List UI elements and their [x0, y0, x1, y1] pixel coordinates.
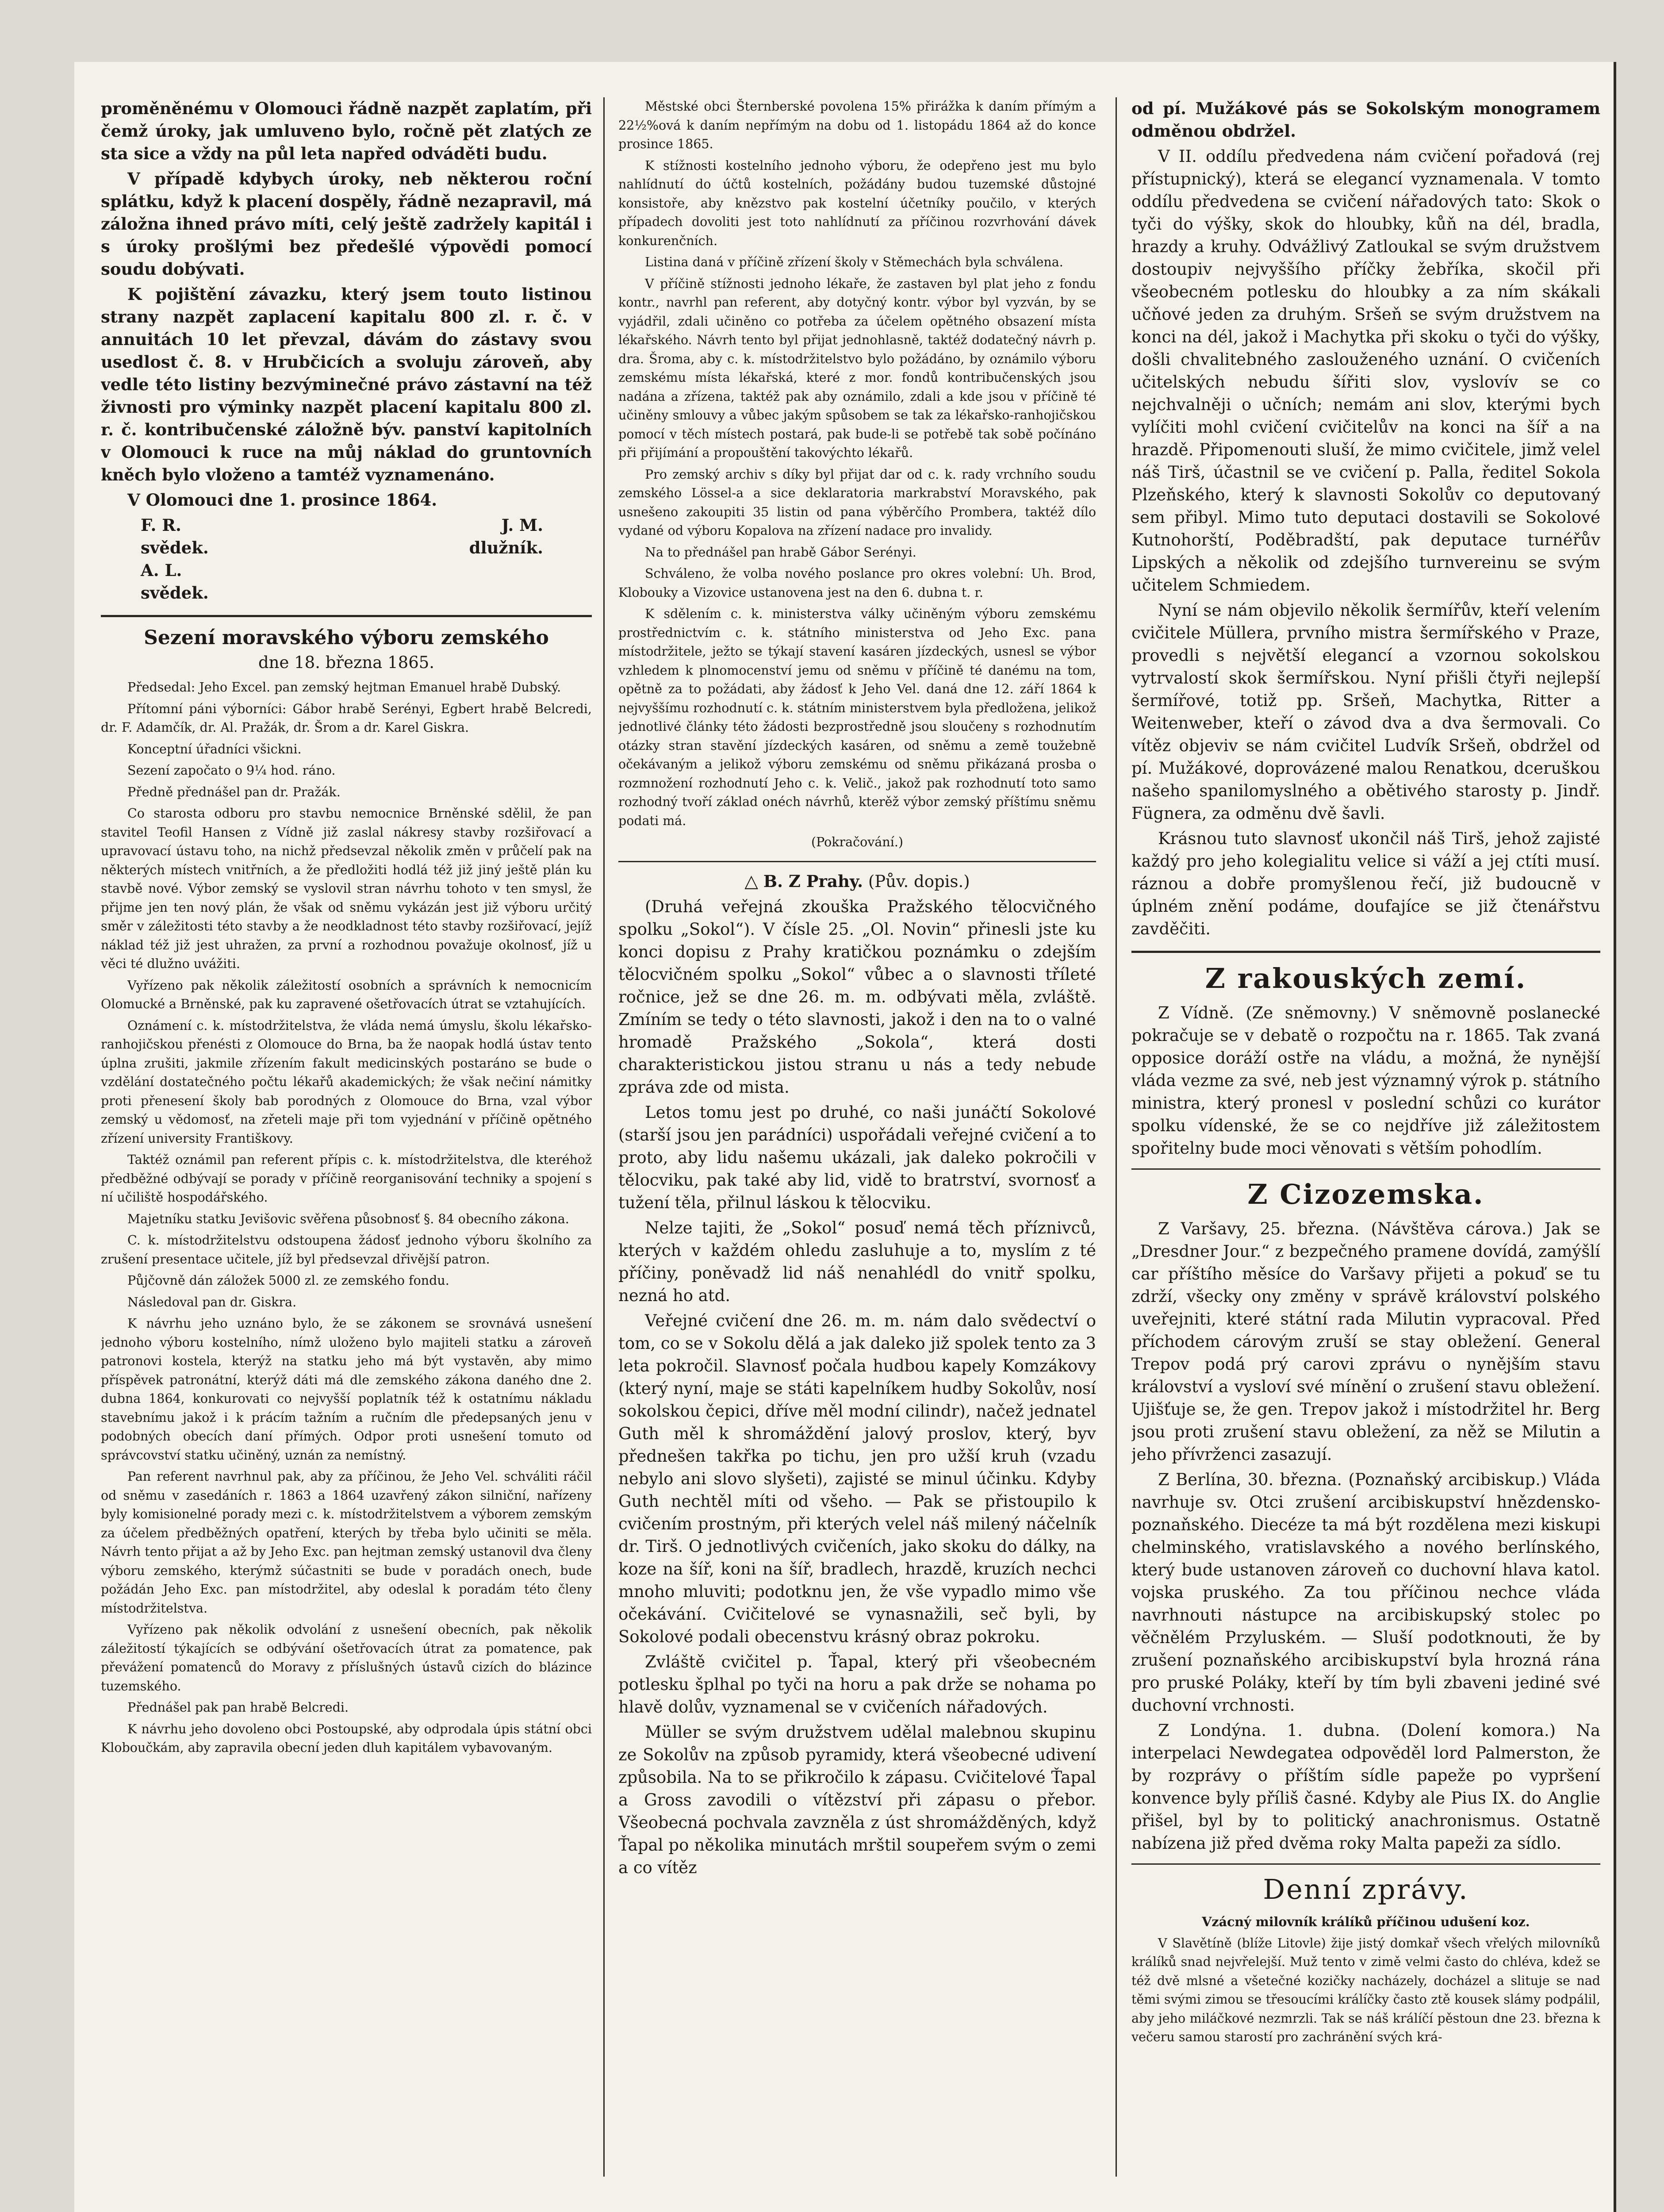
- column-2: [618, 97, 1096, 2203]
- paragraph: K sdělením c. k. ministerstva války učiněným výboru zemskému prostřednictvím c. k. státního ministerstva od Jeho Exc. pana místodržitele, ježto se týkají stavení kasáren jízdeckých, usnesl se výbor vzhledem k plnomocenství jemu od sněmu v příčině té danému na tom, opětně za to požádati, aby žádosť k Jeho Vel. daná dne 12. září 1864 k nejvyššímu rozhodnutí c. k. státním ministerstvem byla předložena, jelikož jednotlivé články této žádosti bezprostředně jsou sloučeny s rozhodnutím otázky stran stavění jízdeckých kasáren, od sněmu a země toužebně očekávaným a jelikož výboru zemskému od sněmu přikázaná prosba o rozmnožení rozhodnutí Jeho c. k. Velič., jakož pak rozhodnutí toto samo rozhodný tvoří základ onéch návrhů, kterěž výbor zemský příštímu sněmu podati má.: [618, 607, 1096, 828]
- paragraph: od pí. Mužákové pás se Sokolským monogramem odměnou obdržel.: [1131, 99, 1600, 141]
- paragraph: K návrhu jeho uznáno bylo, že se zákonem se srovnává usnešení jednoho výboru kostelního, nímž uloženo bylo majiteli statku a zároveň patronovi kostela, kterýž na statku jeho má být vystavěn, aby mimo příspěvek patronátní, kterýž dáti má dle zemského zákona daného dne 2. dubna 1864, konkurovati co nejvyšší poplatník též k ostatnímu nákladu stavebnímu jakož i k prácím tažním a ručním dle předepsaných jenu v podobných obecích daní přímých. Odpor proti usnešení tomuto od správcovství statku učiněný, uznán za nemístný.: [101, 1316, 592, 1463]
- article-subheading: (Pův. dopis.): [868, 872, 970, 891]
- paragraph: Müller se svým družstvem udělal malebnou skupinu ze Sokolův na způsob pyramidy, která všeobecné udivení způsobila. Na to se přikročilo k zápasu. Cvičitelové Ťapal a Gross zavodili o vítězství při zápasu o přebor. Všeobecná pochvala zavzněla z úst shromážděných, když Ťapal po několika minutách mrštil soupeřem svým o zemi a co vítěz: [618, 1722, 1096, 1877]
- session-report: [101, 678, 592, 1758]
- paragraph: Krásnou tuto slavnosť ukončil náš Tirš, jehož zajisté každý pro jeho kolegialitu velice si váží a jej ctíti musí. ráznou a dobře promyšlenou řečí, již budoucně v úplném znění podáme, doufajíce se již čtenářstvu zavděčiti.: [1131, 829, 1600, 938]
- paragraph: Taktéž oznámil pan referent přípis c. k. místodržitelstva, dle kteréhož předběžné odbývají se porady v příčině reorganisování techniky a spojení s ní učiliště hospodářského.: [101, 1152, 592, 1205]
- paragraph: proměněnému v Olomouci řádně nazpět zaplatím, při čemž úroky, jak umluveno bylo, ročně pět zlatých ze sta sice a vždy na půl leta napřed odváděti budu.: [101, 99, 592, 163]
- daily-news: [1131, 1912, 1600, 2047]
- section-title-austrian-lands: Z rakouských zemí.: [1205, 962, 1527, 995]
- signature-witness-initials: F. R.: [141, 515, 181, 535]
- paragraph: V Olomouci dne 1. prosince 1864.: [127, 490, 437, 510]
- paragraph: Majetníku statku Jevišovic svěřena působnosť §. 84 obecního zákona.: [127, 1211, 569, 1226]
- paragraph: (Druhá veřejná zkouška Pražského tělocvičného spolku „Sokol“). V čísle 25. „Ol. Novin“ přinesli jste ku konci dopisu z Prahy kratičkou poznámku o zdejším tělocvičném spolku „Sokol“ vůbec a o slavnosti tříleté ročnice, jež se dne 26. m. m. odbývati měla, zvláště. Zmíním se tedy o této slavnosti, jakož i den na to o valné hromadě Pražského „Sokola“, která dosti charakteristickou jistou stranu u nás a tedy nebude zpráva zde od mista.: [618, 897, 1096, 1097]
- paragraph: V Slavětíně (blíže Litovle) žije jistý domkař všech vřelých milovníků králíků snad nejvřelejší. Muž tento v zimě velmi často do chléva, kdež se též dvě mlsné a všetečné kozičky nacházely, docházel a slituje se nad těmi svými zimou se třesoucími králíčky často ztě kousek slámy podpálil, aby jeho miláčkové nezmrzli. Tak se náš králíčí pěstoun dne 23. března k večeru samou starostí pro zachránění svých krá-: [1131, 1936, 1600, 2044]
- section-rule: [1131, 1863, 1600, 1865]
- triangle-icon: △: [744, 871, 759, 891]
- paragraph: Schváleno, že volba nového poslance pro okres volební: Uh. Brod, Klobouky a Vizovice ustanovena jest na den 6. dubna t. r.: [618, 566, 1096, 600]
- paragraph: Konceptní úřadníci všickni.: [127, 741, 302, 757]
- paragraph: K návrhu jeho dovoleno obci Postoupské, aby odprodala úpis státní obci Kloboučkám, aby zapravila obecní jeden dluh kapitálem vybavovaným.: [101, 1721, 592, 1755]
- column-1: [101, 97, 592, 2203]
- paragraph: K pojištění závazku, který jsem touto listinou strany nazpět zaplacení kapitalu 800 zl. r. č. v annuitách 10 let převzal, dávám do zástavy svou usedlost č. 8. v Hrubčicích a svoluju zároveň, aby vedle této listiny bezvýminečné právo zástavní na též živnosti pro výminky nazpět placení kapitalu 800 zl. r. č. kontribučenské záložně býv. panství kapitolních v Olomouci k ruce na můj náklad do gruntovních kněch bylo vloženo a tamtéž vyznamenáno.: [101, 284, 592, 484]
- section-rule: [1131, 1168, 1600, 1170]
- paragraph: Z Berlína, 30. března. (Poznaňský arcibiskup.) Vláda navrhuje sv. Otci zrušení arcibiskupství hnězdensko-poznaňského. Diecéze ta má být rozdělena mezi kiskupi chelminského, vratislavského a nového berlínského, který bude ustanoven zároveň co duchovní hlava katol. vojska pruského. Za tou příčinou nechce vláda navrhnouti nástupce na arcibiskupský stolec po věčnělém Przyluském. — Sluší podotknouti, že by zrušení poznaňského arcibiskupství byla hrozná rána pro pruské Poláky, kteří by tím byli zbaveni jediné své duchovní vrchnosti.: [1131, 1470, 1600, 1715]
- paragraph: Vyřízeno pak několik odvolání z usnešení obecních, pak několik záležitostí týkajících se odbývání ošetřovacích útrat za pomatence, pak převážení pomatenců do Moravy z příslušných ústavů cizích do blázince tuzemského.: [101, 1622, 592, 1694]
- signature-witness-initials: A. L.: [141, 561, 182, 580]
- paragraph: Oznámení c. k. místodržitelstva, že vláda nemá úmyslu, školu lékařsko-ranhojičskou přenésti z Olomouce do Brna, ba že naopak hodlá ústav tento úplna zrušiti, jakmile zřízením fakult medicinských postaráno se bude o vzdělání dostatečného počtu lékařů akademických; že však nečiní námitky proti přenesení školy bab porodných z Olomouce do Brna, vzal výbor zemský u vědomosť, na zřeteli maje při tom vyjednání v příčině opětného zřízení university Františkovy.: [101, 1018, 592, 1146]
- paragraph: Zvláště cvičitel p. Ťapal, který při všeobecném potlesku šplhal po tyči na horu a pak drže se nohama po hlavě dolův, vyznamenal se v cvičeních nářadových.: [618, 1652, 1096, 1717]
- austrian-news: [1131, 1002, 1600, 1160]
- session-title: Sezení moravského výboru zemského: [144, 626, 549, 649]
- paragraph: Nelze tajiti, že „Sokol“ posuď nemá těch příznivců, kterých v každém ohledu zasluhuje a to, myslím z té příčiny, poněvadž lid náš nenahlédl do vnitř spolku, nezná ho atd.: [618, 1218, 1096, 1305]
- paragraph: Předně přednášel pan dr. Pražák.: [127, 784, 341, 799]
- session-date: dne 18. března 1865.: [258, 653, 435, 672]
- signature-witness-label: svědek.: [141, 538, 209, 557]
- column-separator: [603, 97, 605, 2177]
- foreign-news: [1131, 1217, 1600, 1855]
- prague-letter-continued: [1131, 97, 1600, 940]
- newspaper-page: [74, 62, 1616, 2212]
- column-separator: [1116, 97, 1117, 2177]
- paragraph: Pro zemský archiv s díky byl přijat dar od c. k. rady vrchního soudu zemského Lössel-a a sice deklaratoria markrabství Moravského, pak usnešeno zakoupiti 35 listin od pana výběrčího Prombera, taktéž dílo vydané od výboru Kopalova na zřízení nadace pro invalidy.: [618, 467, 1096, 538]
- paragraph: Následoval pan dr. Giskra.: [127, 1294, 297, 1310]
- paragraph: Přítomní páni výborníci: Gábor hrabě Serényi, Egbert hrabě Belcredi, dr. F. Adamčík, dr. Al. Pražák, dr. Šrom a dr. Karel Giskra.: [101, 701, 592, 735]
- section-rule: [101, 615, 592, 617]
- paragraph: Z Londýna. 1. dubna. (Dolení komora.) Na interpelaci Newdegatea odpověděl lord Palmerston, že by rozprávy o příštím sídle papeže po vypršení konvence byly příliš časné. Kdyby ale Pius IX. do Anglie přišel, byl by to politický anachronismus. Ostatně nabízena již před dvěma roky Malta papeži za sídlo.: [1131, 1721, 1600, 1853]
- paragraph: V II. oddílu předvedena nám cvičení pořadová (rej přístupnický), která se elegancí vyznamenala. V tomto oddílu předvedena se cvičení nářadových tato: Skok o tyči do výšky, skok do hloubky, kůň na dél, bradla, hrazdy a kruhy. Odvážlivý Zatloukal se svým družstvem dostoupiv nejvyššího příčky žebříka, skočil při všeobecném potlesku do hloubky a za ním skákali učňové jeden za druhým. Sršeň se svým družstvem na konci na dél, jakož i Machytka při skoku o tyči do výšky, došli chvalitebného zaslouženého uznání. O cvičeních učitelských nebudu šířiti slov, vyslovív se co nejchvalněji o učních; nemám ani slov, kterými bych vylíčiti mohl cvičení cvičitelův na konci na šíř a na hrazdě. Připomenouti sluší, že mimo cvičitele, jimž velel náš Tirš, účastnil se ve cvičení p. Palla, ředitel Sokola Plzeňského, který k slavnosti Sokolův co deputovaný sem přibyl. Mimo tuto deputaci dostavili se Sokolové Kutnohorští, Poděbradští, pak deputace turnéřův Lipských a několik od zdejšího turnvereinu se svým učitelem Schmiedem.: [1131, 147, 1600, 595]
- paragraph: Z Varšavy, 25. března. (Návštěva cárova.) Jak se „Dresdner Jour.“ z bezpečného pramene dovídá, zamýšlí car příštího měsíce do Varšavy přijeti a pokuď se tu zdrží, všecky ony změny v správě království polského uveřejniti, které státní rada Milutin vypracoval. Před příchodem cárovým zruší se stay obležení. General Trepov podá prý carovi zprávu o nynějším stavu království a vysloví své mínění o zrušení stavu obležení. Ujišťuje se, že gen. Trepov jakož i místodržitel hr. Berg jsou proti zrušení stavu obležení, za něž se Milutin a jeho přívrženci zasazují.: [1131, 1219, 1600, 1464]
- paragraph: Přednášel pak pan hrabě Belcredi.: [127, 1700, 349, 1715]
- paragraph: Pan referent navrhnul pak, aby za příčinou, že Jeho Vel. schváliti ráčil od sněmu v zasedáních r. 1863 a 1864 uzavřený zákon silniční, nařízeny byly komisionelné porady mezi c. k. místodržitelstvem a výborem zemským za účelem předběžných opatření, kterých by třeba bylo učiniti se měla. Návrh tento přijat a až by Jeho Exc. pan hejtman zemský ustanovil dva členy výboru zemského, kterýmž súčastniti se bude v poradách onech, bude požádán Jeho Exc. pan místodržitel, aby odeslal k poradám této členy místodržitelstva.: [101, 1469, 592, 1616]
- paragraph: C. k. místodržitelstvu odstoupena žádosť jednoho výboru školního za zrušení presentace učitele, jíž byl předsevzal dřivější patron.: [101, 1233, 592, 1267]
- section-title-daily-news: Denní zprávy.: [1263, 1873, 1469, 1905]
- paragraph: Vyřízeno pak několik záležitostí osobních a správních k nemocnicím Olomucké a Brněnské, pak ku zapravené ošetřovacích útrat se vztahujících.: [101, 978, 592, 1011]
- bond-text: [101, 97, 592, 511]
- paragraph: V případě kdybych úroky, neb některou roční splátku, když k placení dospěly, řádně nezapravil, má záložna ihned právo míti, celý ještě zadržely kapitál i s úroky prošlými bez předešlé výpovědi pomocí soudu dobývati.: [101, 169, 592, 279]
- paragraph: Z Vídně. (Ze sněmovny.) V sněmovně poslanecké pokračuje se v debatě o rozpočtu na r. 1865. Tak zvaná opposice doráží ostře na vládu, a možná, že nynější vláda vezme za své, neb jest významný výrok p. státního ministra, který pronesl v poslední schůzi co kurátor spolku vídenské, že se co nejdříve již záležitostem spořitelny bude moci věnovati s větším pohodlím.: [1131, 1003, 1600, 1158]
- signature-debtor-initials: J. M.: [501, 515, 543, 535]
- signature-debtor-label: dlužník.: [469, 538, 543, 557]
- article-heading: B. Z Prahy.: [763, 871, 863, 891]
- paragraph: Sezení započato o 9¼ hod. ráno.: [127, 763, 336, 778]
- prague-letter: [618, 870, 1096, 1879]
- column-3: [1131, 97, 1600, 2203]
- paragraph: V příčině stížnosti jednoho lékaře, že zastaven byl plat jeho z fondu kontr., navrhl pan referent, aby dotyčný kontr. výbor byl vyzván, by se vyjádřil, zdali učiněno co potřeba za účelem opětného obsazení místa lékařského. Návrh tento byl přijat jednohlasně, taktéž dodatečný návrh p. dra. Šroma, aby c. k. místodržitelstvo bylo požádáno, by oznámilo výboru zemskému místa lékařská, které z mor. fondů kontribučenských jsou nadána a zřízena, taktéž pak aby oznámilo, zdali a kde jsou v příčině té učiněny smlouvy a vůbec jakým spůsobem se tak za lékařsko-ranhojičskou pomocí v těch místech postará, pak bude-li se potřebě tak sobě počínáno při přijímání a propouštění takovýchto lékařů.: [618, 276, 1096, 460]
- section-title-abroad: Z Cizozemska.: [1247, 1178, 1484, 1210]
- paragraph: Letos tomu jest po druhé, co naši junáčtí Sokolové (starší jsou jen parádníci) uspořádali veřejné cvičení a to proto, aby lidu našemu ukázali, jak daleko pokročili v tělocviku, pak také aby lid, vidě to bratrství, svornosť a tužení těla, přilnul láskou k tělocviku.: [618, 1102, 1096, 1212]
- paragraph: K stížnosti kostelního jednoho výboru, že odepřeno jest mu bylo nahlídnutí do účtů kostelních, požádány budou tuzemské důstojné konsistoře, aby knězstvo pak kostelní účetníky poučilo, v kterých případech dovoliti jest toto nahlídnutí za příčinou rozvrhování dávek konkurenčních.: [618, 158, 1096, 248]
- paragraph: Půjčovně dán záložek 5000 zl. ze zemského fondu.: [127, 1273, 449, 1288]
- signature-witness-label: svědek.: [141, 583, 209, 603]
- continuation-note: (Pokračování.): [811, 835, 904, 849]
- signatures: [101, 514, 592, 604]
- session-report-continued: [618, 97, 1096, 852]
- section-rule: [618, 861, 1096, 862]
- paragraph: Předsedal: Jeho Excel. pan zemský hejtman Emanuel hrabě Dubský.: [127, 680, 561, 695]
- paragraph: Městské obci Šternberské povolena 15% přirážka k daním přímým a 22½%ová k daním nepřímým na dobu od 1. listopádu 1864 až do konce prosince 1865.: [618, 99, 1096, 151]
- paragraph: Na to přednášel pan hrabě Gábor Serényi.: [645, 545, 916, 560]
- news-heading: Vzácný milovník králíků příčinou udušení koz.: [1202, 1914, 1530, 1929]
- section-rule: [1131, 951, 1600, 953]
- paragraph: Veřejné cvičení dne 26. m. m. nám dalo svědectví o tom, co se v Sokolu dělá a jak daleko již spolek tento za 3 leta pokročil. Slavnosť počala hudbou kapely Komzákovy (který nyní, maje se státi kapelníkem hudby Sokolův, nosí sokolskou čepici, dříve měl modní cilindr), načež jednatel Guth měl k shromáždění jalový proslov, který, byv přednešen takřka po tichu, jen pro užší kruh (vzadu nebylo ani slovo slyšeti), zajisté se minul účinku. Kdyby Guth nechtěl míti od všeho. — Pak se přistoupilo k cvičením prostným, při kterých velel náš milený náčelník dr. Tirš. O jednotlivých cvičeních, jako skoku do dálky, na koze na šíř, koni na šíř, bradlech, hrazdě, kruzích nechci mnoho mluviti; podotknu jen, že vše vypadlo mimo vše očekávání. Cvičitelové se vynasnažili, seč byli, by Sokolové podali obecenstvu krásný obraz pokroku.: [618, 1311, 1096, 1646]
- paragraph: Nyní se nám objevilo několik šermířův, kteří velením cvičitele Müllera, prvního mistra šermířského v Praze, provedli s největší elegancí a vzornou sokolskou vytrvalostí skok šermířskou. Nyní přišli čtyři nejlepší šermířové, totiž pp. Sršeň, Machytka, Ritter a Weitenweber, kteří o závod dva a dva šermovali. Co vítěz objeviv se nám cvičitel Ludvík Sršeň, obdržel od pí. Mužákové, doprovázené malou Renatkou, dceruškou našeho spanilomyslného a obětivého starosty p. Jindř. Fügnera, za odměnu dvě šavli.: [1131, 601, 1600, 823]
- paragraph: Co starosta odboru pro stavbu nemocnice Brněnské sdělil, že pan stavitel Teofil Hansen z Vídně již zaslal nákresy stavby rozšiřovací a upravovací ústavu toho, na nichž předsevzal několik změn v průčelí pak na některých místech vnitřních, a že předložiti hodlá též již jiný ještě plán ku stavbě nové. Výbor zemský se vyslovil stran návrhu tohoto v ten smysl, že přijme jen ten nový plán, že však od sněmu vykázán jest již výboru určitý směr v záležitosti této stavby a že neodkladnost této stavby rozšiřovací, jejíž náklad též již jest uhražen, za první a rozhodnou považuje okolnosť, jíž u věci té dlužno uvážiti.: [101, 806, 592, 971]
- paragraph: Listina daná v příčině zřízení školy v Stěmechách byla schválena.: [645, 255, 1063, 269]
